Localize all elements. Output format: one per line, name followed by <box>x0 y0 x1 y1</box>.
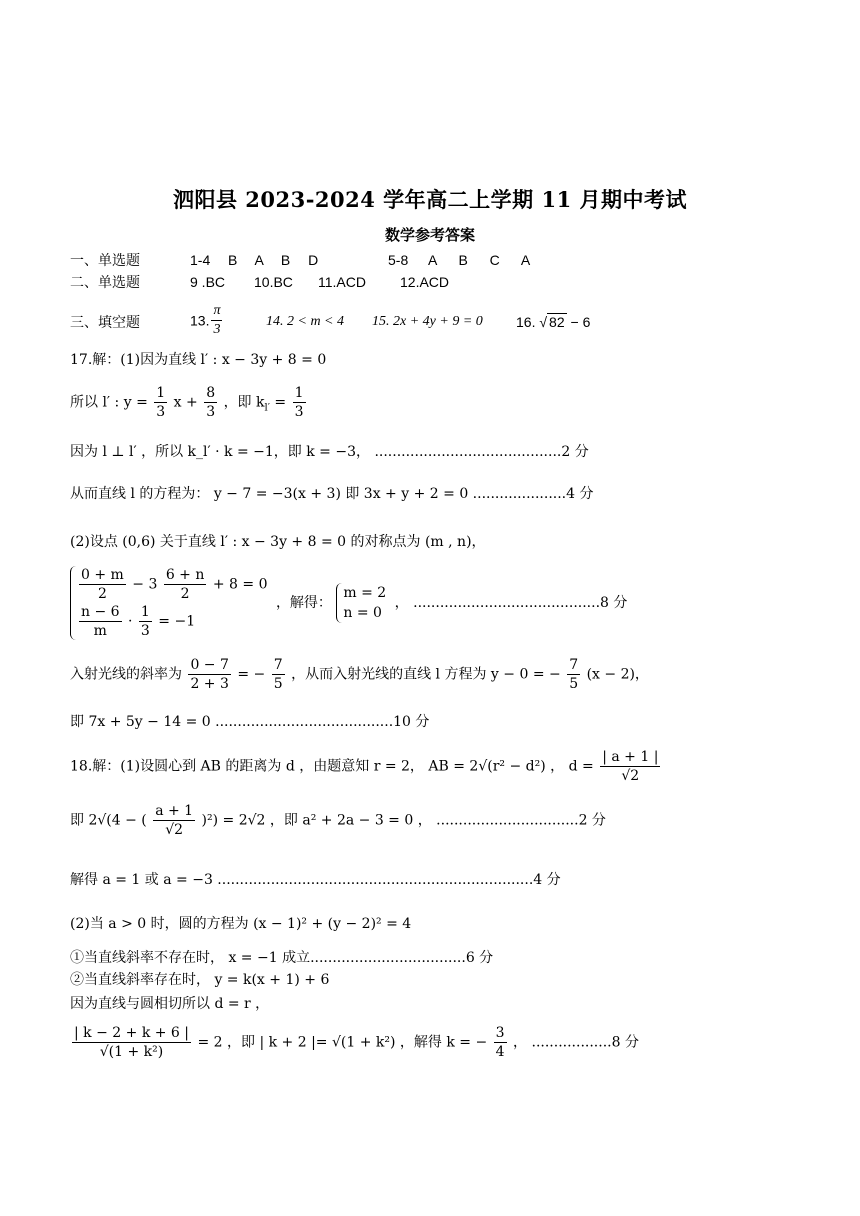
equation-system: $\frac{0 + m}{2}$ − 3 $\frac{6 + n}{2}$ + 8 = 0 $\frac{n - 6}{m}$ · $\frac{1}{3}$ = −1 <box>70 566 267 640</box>
section-single-choice-2 <box>70 272 820 292</box>
answer-item: 9 .BC <box>190 274 226 290</box>
p18-line-5: ①当直线斜率不存在时， x = −1 成立...................................6 分 <box>70 950 494 966</box>
p18-line-2: 即 2√(4 − ( $\frac{a + 1}{√2}$ )²) = 2√2 ，即 a² + 2a − 3 = 0 ， ................................2 分 <box>70 803 606 838</box>
answer-item: 14. 2 < m < 4 <box>266 314 345 329</box>
answer-range: 5-8 <box>388 252 409 268</box>
answer-item: 10.BC <box>254 274 293 290</box>
p18-line-8: $\frac{| k - 2 + k + 6 |}{\text{√(1 + k²)}}$ = 2 ，即 | k + 2 |= √(1 + k²) ，解得 k = − $\frac{3}{4}$ ， ..................8 分 <box>74 1025 639 1060</box>
section-single-choice-1 <box>70 250 820 270</box>
p18-line-6: ②当直线斜率存在时， y = k(x + 1) + 6 <box>70 972 330 988</box>
p17-line-7: 入射光线的斜率为 $\frac{0 - 7}{2 + 3}$ = − $\frac{7}{5}$ ，从而入射光线的直线 l 方程为 y − 0 = − $\frac{7}{5}$ (x − 2)， <box>70 657 649 692</box>
section-label: 一、单选题 <box>70 252 140 268</box>
p17-line-2: 所以 l′ : y = $\frac{1}{3}$ x + $\frac{8}{3}$ ，即 $k_{l'}$ = $\frac{1}{3}$ <box>70 385 304 420</box>
section-label: 二、单选题 <box>70 274 140 290</box>
answer-item: 13. $\frac{\pi}{3}$ <box>190 303 221 337</box>
p18-line-7: 因为直线与圆相切所以 d = r ， <box>70 996 270 1012</box>
answer-list: A B C A <box>428 252 531 268</box>
page-subtitle: 数学参考答案 <box>384 226 475 244</box>
answer-range: 1-4 <box>190 252 211 268</box>
section-fill-blank <box>70 302 820 342</box>
p17-line-5: (2)设点 (0,6) 关于直线 l′ : x − 3y + 8 = 0 的对称点为 (m , n)， <box>70 534 486 550</box>
p17-line-8: 即 7x + 5y − 14 = 0 ........................................10 分 <box>70 714 430 730</box>
answer-list: B A B D <box>228 252 319 268</box>
p18-line-3: 解得 a = 1 或 a = −3 .......................................................................4 分 <box>70 872 561 888</box>
p18-line-1: 18.解：(1)设圆心到 AB 的距离为 d ，由题意知 r = 2， AB = 2√(r² − d²) ， d = $\frac{| a + 1 |}{√2}$ <box>70 749 659 784</box>
section-label: 三、填空题 <box>70 314 140 330</box>
page-title: 泗阳县 2023-2024 学年高二上学期 11 月期中考试 <box>172 187 688 212</box>
p18-line-4: (2)当 a > 0 时，圆的方程为 (x − 1)² + (y − 2)² = 4 <box>70 916 412 932</box>
p17-line-1: 17.解：(1)因为直线 l′ : x − 3y + 8 = 0 <box>70 352 327 368</box>
answer-item: 11.ACD <box>318 274 366 290</box>
p17-line-3: 因为 l ⊥ l′ ，所以 k_l′ · k = −1，即 k = −3， ..........................................2 分 <box>70 444 589 460</box>
solution-system: m = 2 n = 0 <box>336 583 386 623</box>
answer-item: 12.ACD <box>400 274 450 290</box>
p17-system: $\frac{0 + m}{2}$ − 3 $\frac{6 + n}{2}$ + 8 = 0 $\frac{n - 6}{m}$ · $\frac{1}{3}$ = −1 ，解得： m = 2 n = 0 ， ..........................................8 分 <box>70 566 820 650</box>
answer-item: 15. 2x + 4y + 9 = 0 <box>372 314 483 329</box>
p17-line-4: 从而直线 l 的方程为： y − 7 = −3(x + 3) 即 3x + y + 2 = 0 .....................4 分 <box>70 486 594 502</box>
answer-item: 16. √ 82 − 6 <box>516 314 591 330</box>
